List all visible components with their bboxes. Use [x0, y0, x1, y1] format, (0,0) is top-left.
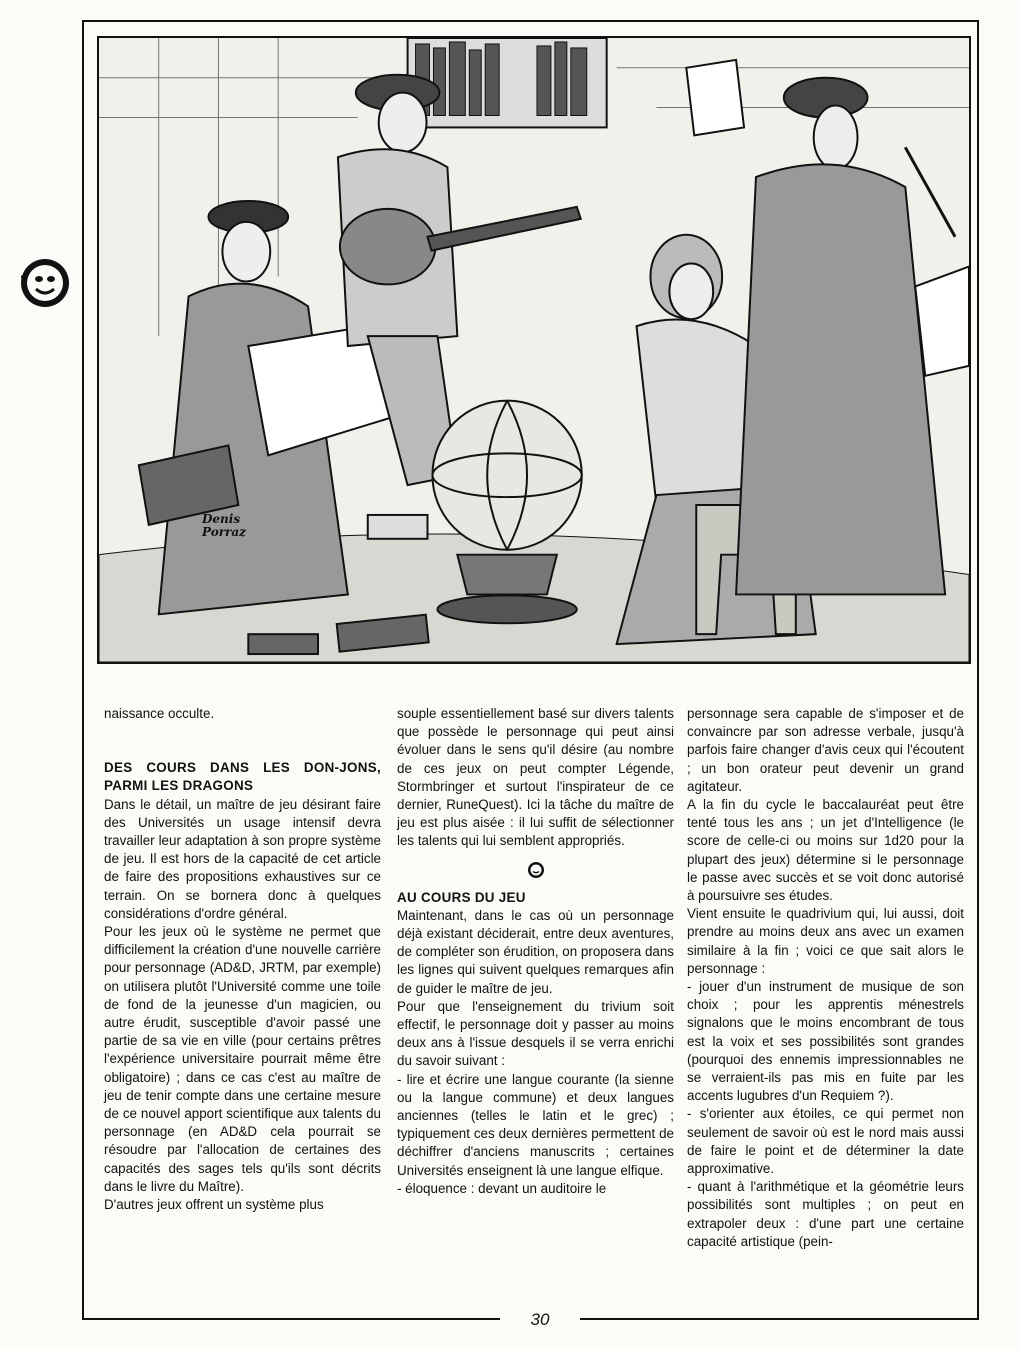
paragraph: personnage sera capable de s'imposer et de convaincre par son adresse verbale, jusqu'à parfois faire changer d'avis ceux qui l'écoutent ; un bon orateur peut devenir un grand agitateur.: [687, 706, 964, 794]
paragraph: A la fin du cycle le baccalauréat peut être tenté tous les ans ; un jet d'Intelligence (le score de celle-ci ou moins sur 1d20 pour la plupart des jeux) détermine si le personnage le passe avec succès et se voit donc autorisé à poursuivre ses études.: [687, 797, 964, 904]
illustration-scholars: [97, 36, 971, 664]
text-column-2: [397, 705, 674, 1198]
paragraph: - s'orienter aux étoiles, ce qui permet non seulement de savoir où est le nord mais aussi de faire le point et de déterminer la date approximative.: [687, 1106, 964, 1177]
paragraph: Maintenant, dans le cas où un personnage déjà existant déciderait, entre deux aventures, de compléter son érudition, on proposera dans les lignes qui suivent quelques remarques afin de guider le maître de jeu.: [397, 907, 674, 996]
paragraph: Pour les jeux où le système ne permet que difficilement la création d'une nouvelle carrière pour personnage (AD&D, JRTM, par exemple) on utilisera plutôt l'Université comme une toile de fond de la jeunesse d'un magicien, ou autre érudit, susceptible d'avoir passé une partie de sa vie en ville (pour certains prêtres l'expérience universitaire pourrait même être obligatoire) ; dans ce cas c'est au maître de jeu de tenir compte dans une certaine mesure de ce nouvel apport scientifique aux talents du personnage (en AD&D cela pourrait se résoudre par l'allocation de certaines des capacités des sages tels qu'ils sont décrits dans le livre du Maître).: [104, 924, 381, 1194]
paragraph: Vient ensuite le quadrivium qui, lui aussi, doit prendre au moins deux ans avec un examen similaire à la fin ; voici ce que sait alors le personnage :: [687, 906, 964, 976]
paragraph: Dans le détail, un maître de jeu désirant faire des Universités un usage intensif devra travailler leur adaptation à son propre système de jeu. Il est hors de la capacité de cet article de faire des propositions exhaustives sur ce terrain. On se bornera donc à quelques considérations d'ordre général.: [104, 796, 381, 921]
paragraph: naissance occulte.: [104, 706, 215, 721]
signature-line-2: Porraz: [202, 525, 246, 539]
paragraph: - éloquence : devant un auditoire le: [397, 1180, 607, 1196]
paragraph: - jouer d'un instrument de musique de son choix ; pour les apprentis ménestrels signalons que le moins encombrant de tous est la voix et ses possibilités sont grandes (pourquoi des ennemis impressionnables ne se verraient-ils pas mis en fuite par les accents lugubres d'un Requiem ?).: [687, 979, 964, 1104]
text-column-1: [104, 705, 381, 1214]
section-heading: DES COURS DANS LES DON-JONS, PARMI LES DRAGONS: [104, 760, 381, 794]
theater-mask-icon: [18, 255, 72, 311]
paragraph: - lire et écrire une langue courante (la sienne ou la langue commune) et deux langues anciennes (telles le latin et le grec) ; typiquement ces deux dernières permettent de déchiffrer d'anciens manuscrits ; certaines Universités enseignent là une langue elfique.: [397, 1071, 674, 1178]
signature-line-1: Denis: [202, 512, 241, 526]
bookshelf-drawing: [408, 38, 607, 127]
page-number: 30: [500, 1310, 580, 1330]
paragraph: - quant à l'arithmétique et la géométrie leurs possibilités sont multiples ; on peut en extrapoler deux : d'une part une certaine capacité artistique (pein-: [687, 1179, 964, 1249]
paragraph: souple essentiellement basé sur divers talents que possède le personnage qui peut ainsi évoluer dans le sens qu'il désire (au nombre de ces jeux on peut compter Légende, Stormbringer et surtout l'inspirateur de ce dernier, RuneQuest). Ici la tâche du maître de jeu est plus aisée : il lui suffit de sélectionner les talents qui lui semblent appropriés.: [397, 706, 674, 849]
section-heading: AU COURS DU JEU: [397, 889, 526, 905]
text-column-3: [687, 705, 964, 1251]
theater-mask-ornament-icon: [397, 851, 674, 889]
illustrator-signature: [202, 513, 246, 539]
paragraph: D'autres jeux offrent un système plus: [104, 1197, 324, 1213]
paragraph: Pour que l'enseignement du trivium soit effectif, le personnage doit y passer au moins deux ans à l'issue desquels il se verra enrichi du savoir suivant :: [397, 998, 674, 1069]
